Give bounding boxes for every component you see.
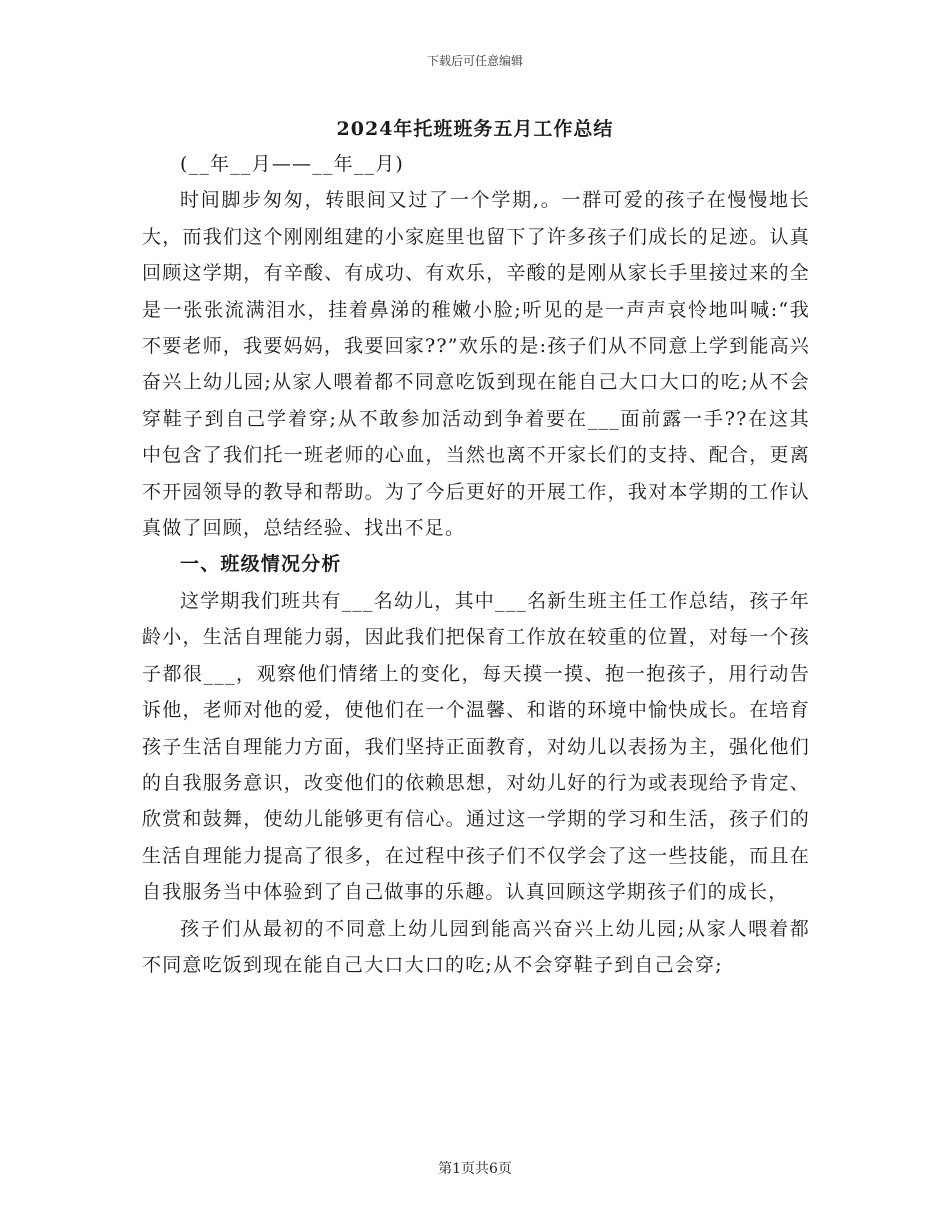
growth-paragraph: 孩子们从最初的不同意上幼儿园到能高兴奋兴上幼儿园;从家人喂着都不同意吃饭到现在能自己大口大口的吃;从不会穿鞋子到自己会穿;	[142, 917, 810, 976]
document-title: 2024年托班班务五月工作总结	[336, 118, 614, 140]
page-number: 第1页共6页	[438, 1161, 512, 1177]
section-heading-class-analysis: 一、班级情况分析	[180, 553, 342, 576]
class-analysis-paragraph: 这学期我们班共有___名幼儿，其中___名新生班主任工作总结，孩子年龄小，生活自理能力弱，因此我们把保育工作放在较重的位置，对每一个孩子都很___，观察他们情绪上的变化，每天摸一摸、抱一抱孩子，用行动告诉他，老师对他的爱，使他们在一个温馨、和谐的环境中愉快成长。在培育孩子生活自理能力方面，我们坚持正面教育，对幼儿以表扬为主，强化他们的自我服务意识，改变他们的依赖思想，对幼儿好的行为或表现给予肯定、欣赏和鼓舞，使幼儿能够更有信心。通过这一学期的学习和生活，孩子们的生活自理能力提高了很多，在过程中孩子们不仅学会了这一些技能，而且在自我服务当中体验到了自己做事的乐趣。认真回顾这学期孩子们的成长，	[142, 589, 810, 904]
date-line: (__年__月——__年__月)	[180, 153, 405, 175]
page-header-note: 下载后可任意编辑	[426, 54, 523, 68]
document-body	[142, 146, 810, 983]
intro-paragraph: 时间脚步匆匆，转眼间又过了一个学期,。一群可爱的孩子在慢慢地长大，而我们这个刚刚组建的小家庭里也留下了许多孩子们成长的足迹。认真回顾这学期，有辛酸、有成功、有欢乐，辛酸的是刚从家长手里接过来的全是一张张流满泪水，挂着鼻涕的稚嫩小脸;听见的是一声声哀怜地叫喊:“我不要老师，我要妈妈，我要回家??”欢乐的是:孩子们从不同意上学到能高兴奋兴上幼儿园;从家人喂着都不同意吃饭到现在能自己大口大口的吃;从不会穿鞋子到自己学着穿;从不敢参加活动到争着要在___面前露一手??在这其中包含了我们托一班老师的心血，当然也离不开家长们的支持、配合，更离不开园领导的教导和帮助。为了今后更好的开展工作，我对本学期的工作认真做了回顾，总结经验、找出不足。	[142, 189, 810, 540]
